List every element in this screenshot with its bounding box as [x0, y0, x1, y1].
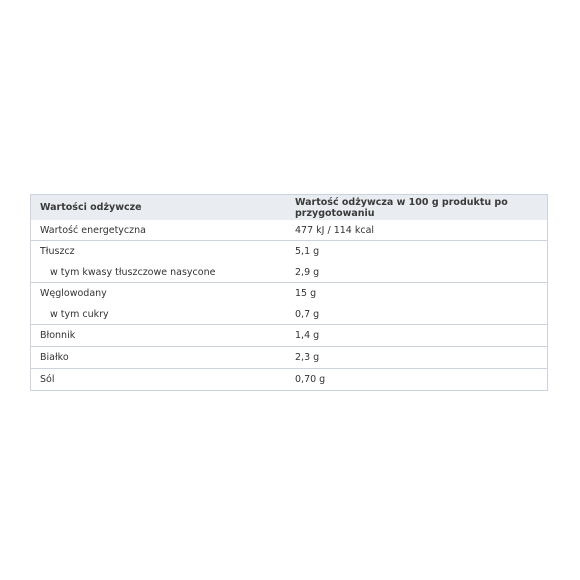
row-name-sub: w tym cukry — [50, 308, 109, 320]
row-name: Tłuszcz — [31, 241, 288, 263]
table-row — [31, 283, 548, 305]
row-name: Białko — [31, 347, 288, 369]
row-value: 15 g — [287, 283, 548, 305]
row-value: 5,1 g — [287, 241, 548, 263]
row-value: 0,7 g — [295, 308, 320, 320]
row-name: Węglowodany — [31, 283, 288, 305]
header-row — [31, 195, 548, 221]
row-value: 1,4 g — [287, 325, 548, 347]
row-value: 477 kJ / 114 kcal — [295, 224, 375, 236]
table-row — [31, 369, 548, 391]
row-value: 2,9 g — [295, 266, 320, 278]
table-header — [31, 195, 548, 221]
row-value: 2,3 g — [287, 347, 548, 369]
table-row — [31, 325, 548, 347]
table-row — [31, 220, 548, 241]
table-row — [31, 241, 548, 263]
table-row — [31, 262, 548, 283]
row-value: 0,70 g — [287, 369, 548, 391]
row-name: Wartość energetyczna — [40, 224, 146, 236]
row-name: Błonnik — [31, 325, 288, 347]
row-name-sub: w tym kwasy tłuszczowe nasycone — [50, 266, 216, 278]
table-body — [31, 220, 548, 391]
row-name: Sól — [31, 369, 288, 391]
nutrition-table — [30, 194, 548, 391]
table-row — [31, 347, 548, 369]
table-row — [31, 304, 548, 325]
header-nutrient-name: Wartości odżywcze — [40, 202, 142, 213]
header-value-per-100g: Wartość odżywcza w 100 g produktu po przygotowaniu — [295, 196, 508, 219]
